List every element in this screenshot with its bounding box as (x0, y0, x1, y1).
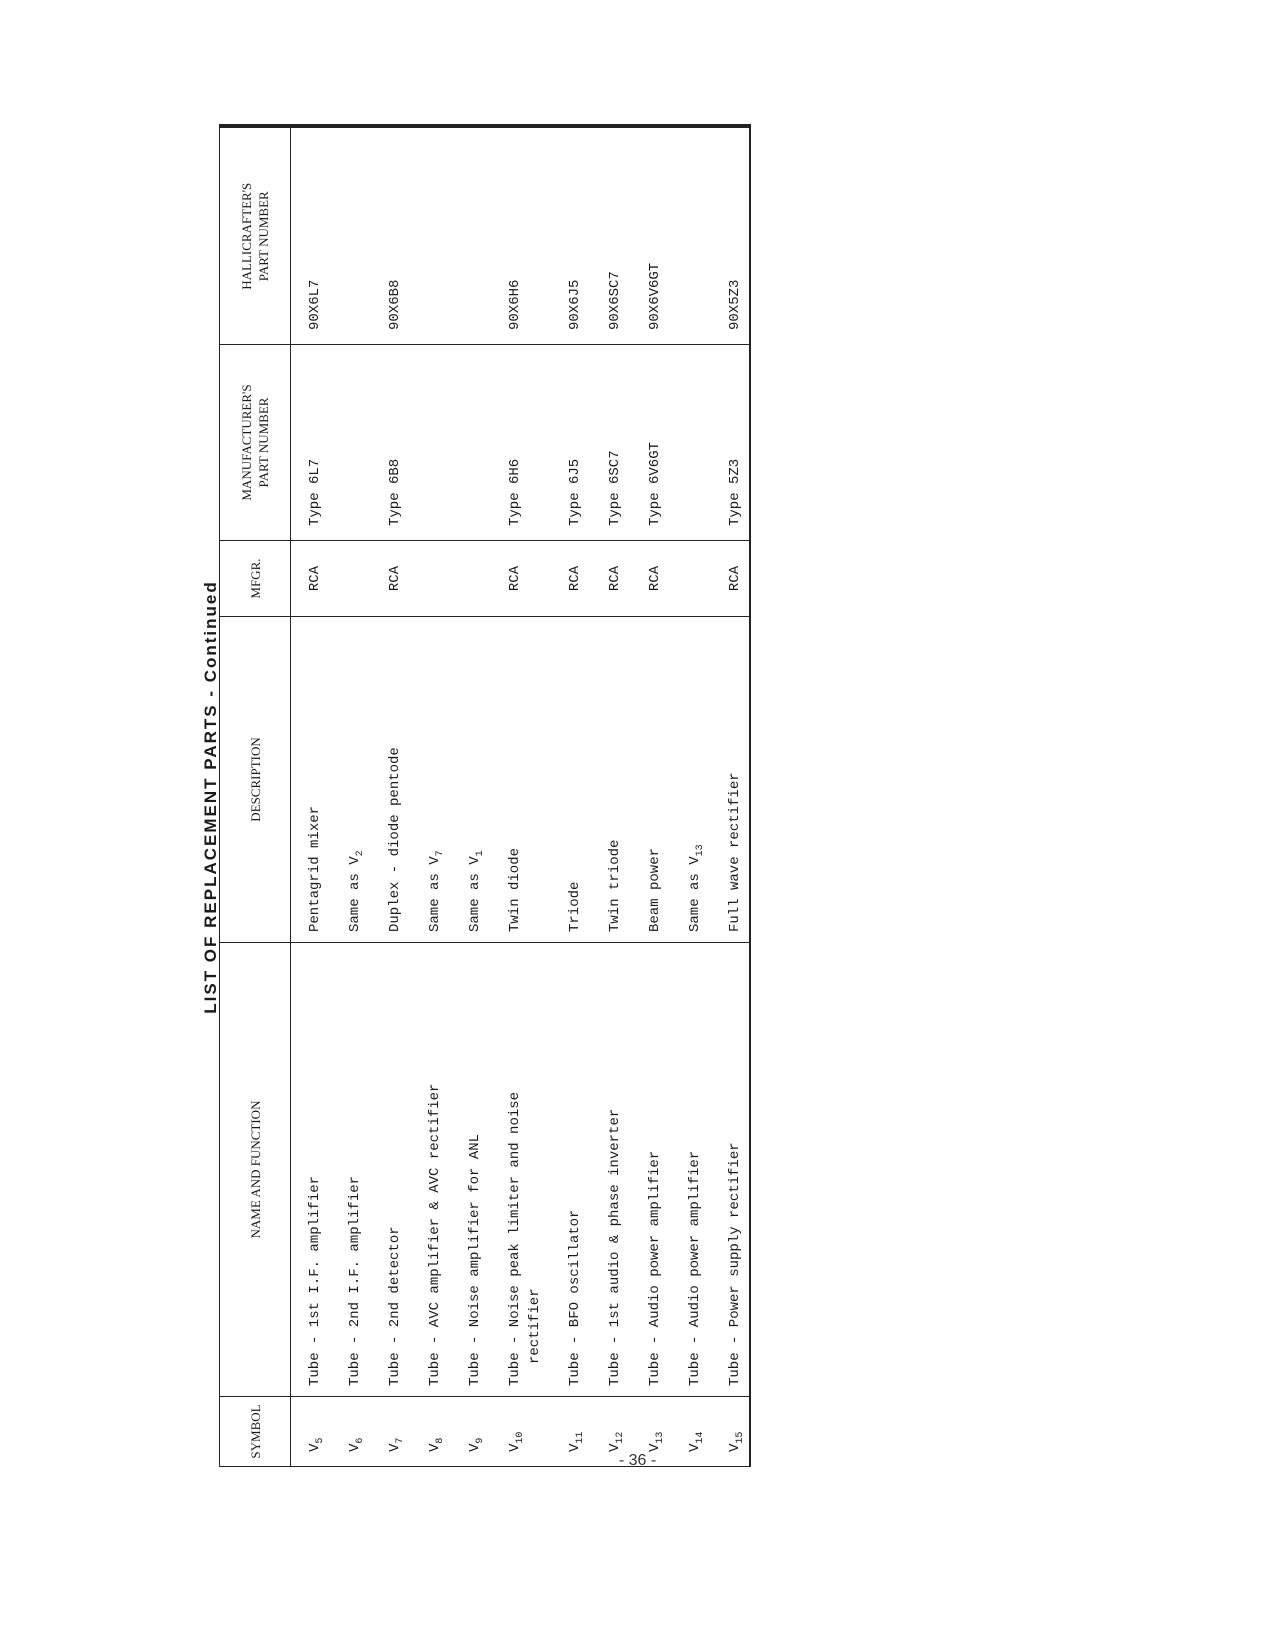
mfr-part-text: Type 6J5 (567, 458, 583, 526)
mfgr-cell (635, 541, 675, 616)
hc-part-cell (555, 129, 595, 345)
mfgr-cell (415, 541, 455, 616)
header-mfr-part: MANUFACTURER'S PART NUMBER (220, 345, 291, 541)
symbol-subscript: 15 (735, 1431, 746, 1444)
symbol-letter: V (727, 1443, 743, 1452)
mfr-part-cell (375, 345, 415, 540)
name-cell (495, 943, 555, 1396)
description-cell (675, 617, 715, 942)
symbol-letter: V (647, 1443, 663, 1452)
mfgr-text: RCA (647, 565, 663, 592)
symbol-letter: V (607, 1443, 623, 1452)
mfr-part-cell (495, 345, 555, 540)
name-text: Tube - Noise amplifier for ANL (467, 1133, 483, 1386)
hc-part-text: 90X6SC7 (607, 271, 623, 330)
name-text: Tube - AVC amplifier & AVC rectifier (427, 1083, 443, 1386)
mfr-part-cell (635, 345, 675, 540)
hc-part-text: 90X5Z3 (727, 279, 743, 330)
mfgr-cell (455, 541, 495, 616)
name-text: Tube - 2nd I.F. amplifier (347, 1175, 363, 1386)
mfgr-cell (675, 541, 715, 616)
name-text: Tube - 2nd detector (387, 1226, 403, 1386)
description-subscript: 7 (435, 850, 446, 857)
description-cell (595, 617, 635, 942)
description-cell (715, 617, 755, 942)
symbol-letter: V (507, 1443, 523, 1452)
symbol-subscript: 11 (575, 1431, 586, 1444)
mfr-part-text: Type 6H6 (507, 458, 523, 526)
mfgr-cell (495, 541, 555, 616)
hc-part-cell (415, 129, 455, 345)
name-function-column (291, 943, 747, 1396)
name-cell (375, 943, 415, 1396)
table-body (291, 127, 751, 1467)
mfr-part-text: Type 6SC7 (607, 450, 623, 526)
description-cell (295, 617, 335, 942)
header-hc-part: HALLICRAFTER'S PART NUMBER (220, 127, 291, 345)
mfgr-cell (555, 541, 595, 616)
description-text: Same as V (427, 856, 443, 932)
mfgr-cell (335, 541, 375, 616)
description-text: Triode (567, 881, 583, 932)
name-cell (335, 943, 375, 1396)
name-text: Tube - Power supply rectifier (727, 1142, 743, 1386)
mfr-part-cell (295, 345, 335, 540)
symbol-letter: V (467, 1443, 483, 1452)
description-text: Duplex - diode pentode (387, 747, 403, 932)
description-cell (375, 617, 415, 942)
mfgr-cell (595, 541, 635, 616)
description-cell (555, 617, 595, 942)
name-text-continued: rectifier (527, 1288, 543, 1364)
symbol-subscript: 10 (515, 1431, 526, 1444)
hc-part-text: 90X6L7 (307, 279, 323, 330)
mfgr-column (291, 541, 747, 616)
mfgr-cell (375, 541, 415, 616)
description-cell (455, 617, 495, 942)
description-subscript: 13 (695, 844, 706, 857)
mfgr-text: RCA (567, 565, 583, 592)
mfgr-text: RCA (387, 565, 403, 592)
symbol-subscript: 8 (435, 1437, 446, 1444)
mfr-part-text: Type 6V6GT (647, 441, 663, 526)
name-cell (555, 943, 595, 1396)
mfr-part-text: Type 5Z3 (727, 458, 743, 526)
hc-part-cell (295, 129, 335, 345)
description-text: Twin diode (507, 847, 523, 932)
table-header-row (220, 127, 291, 1467)
page-title: LIST OF REPLACEMENT PARTS - Continued (201, 580, 220, 1014)
symbol-letter: V (687, 1443, 703, 1452)
hc-part-cell (335, 129, 375, 345)
mfgr-cell (295, 541, 335, 616)
description-text: Same as V (347, 856, 363, 932)
description-cell (335, 617, 375, 942)
hc-part-text: 90X6B8 (387, 279, 403, 330)
mfgr-text: RCA (607, 565, 623, 592)
mfgr-cell (715, 541, 755, 616)
name-text: Tube - 1st I.F. amplifier (307, 1175, 323, 1386)
rotated-table-block (191, 127, 751, 1467)
hc-part-text: 90X6H6 (507, 279, 523, 330)
hc-part-cell (715, 129, 755, 345)
hc-part-text: 90X6J5 (567, 279, 583, 330)
symbol-letter: V (427, 1443, 443, 1452)
symbol-subscript: 7 (395, 1437, 406, 1444)
name-cell (715, 943, 755, 1396)
mfr-part-cell (455, 345, 495, 540)
symbol-subscript: 9 (475, 1437, 486, 1444)
hc-part-cell (455, 129, 495, 345)
name-cell (455, 943, 495, 1396)
symbol-subscript: 12 (615, 1431, 626, 1444)
hc-part-column (291, 129, 747, 345)
symbol-subscript: 13 (655, 1431, 666, 1444)
name-text: Tube - Noise peak limiter and noise (507, 1091, 523, 1386)
mfr-part-cell (555, 345, 595, 540)
description-cell (415, 617, 455, 942)
description-text: Full wave rectifier (727, 772, 743, 932)
symbol-letter: V (347, 1443, 363, 1452)
description-text: Beam power (647, 847, 663, 932)
mfr-part-text: Type 6L7 (307, 458, 323, 526)
symbol-letter: V (567, 1443, 583, 1452)
description-subscript: 2 (355, 850, 366, 857)
header-symbol: SYMBOL (220, 1397, 291, 1467)
hc-part-cell (635, 129, 675, 345)
hc-part-cell (495, 129, 555, 345)
replacement-parts-table (219, 125, 751, 1468)
hc-part-cell (595, 129, 635, 345)
symbol-subscript: 6 (355, 1437, 366, 1444)
mfr-part-cell (715, 345, 755, 540)
header-name-function: NAME AND FUNCTION (220, 943, 291, 1397)
symbol-subscript: 14 (695, 1431, 706, 1444)
name-cell (635, 943, 675, 1396)
description-column (291, 617, 747, 942)
header-description: DESCRIPTION (220, 617, 291, 943)
name-cell (415, 943, 455, 1396)
symbol-letter: V (307, 1443, 323, 1452)
mfr-part-cell (415, 345, 455, 540)
name-cell (295, 943, 335, 1396)
mfgr-text: RCA (507, 565, 523, 592)
mfgr-text: RCA (307, 565, 323, 592)
symbol-letter: V (387, 1443, 403, 1452)
mfr-part-text: Type 6B8 (387, 458, 403, 526)
mfr-part-cell (675, 345, 715, 540)
description-cell (635, 617, 675, 942)
description-text: Twin triode (607, 839, 623, 932)
mfr-part-cell (335, 345, 375, 540)
name-text: Tube - Audio power amplifier (687, 1150, 703, 1386)
description-text: Pentagrid mixer (307, 805, 323, 932)
symbol-subscript: 5 (315, 1437, 326, 1444)
description-subscript: 1 (475, 850, 486, 857)
name-cell (675, 943, 715, 1396)
hc-part-cell (375, 129, 415, 345)
name-text: Tube - BFO oscillator (567, 1209, 583, 1386)
page-number: - 36 - (618, 1452, 657, 1469)
hc-part-text: 90X6V6GT (647, 262, 663, 330)
name-text: Tube - 1st audio & phase inverter (607, 1108, 623, 1386)
description-text: Same as V (467, 856, 483, 932)
mfr-part-column (291, 345, 747, 540)
header-mfgr: MFGR. (220, 541, 291, 617)
hc-part-cell (675, 129, 715, 345)
name-cell (595, 943, 635, 1396)
mfr-part-cell (595, 345, 635, 540)
mfgr-text: RCA (727, 565, 743, 592)
description-cell (495, 617, 555, 942)
description-text: Same as V (687, 856, 703, 932)
name-text: Tube - Audio power amplifier (647, 1150, 663, 1386)
